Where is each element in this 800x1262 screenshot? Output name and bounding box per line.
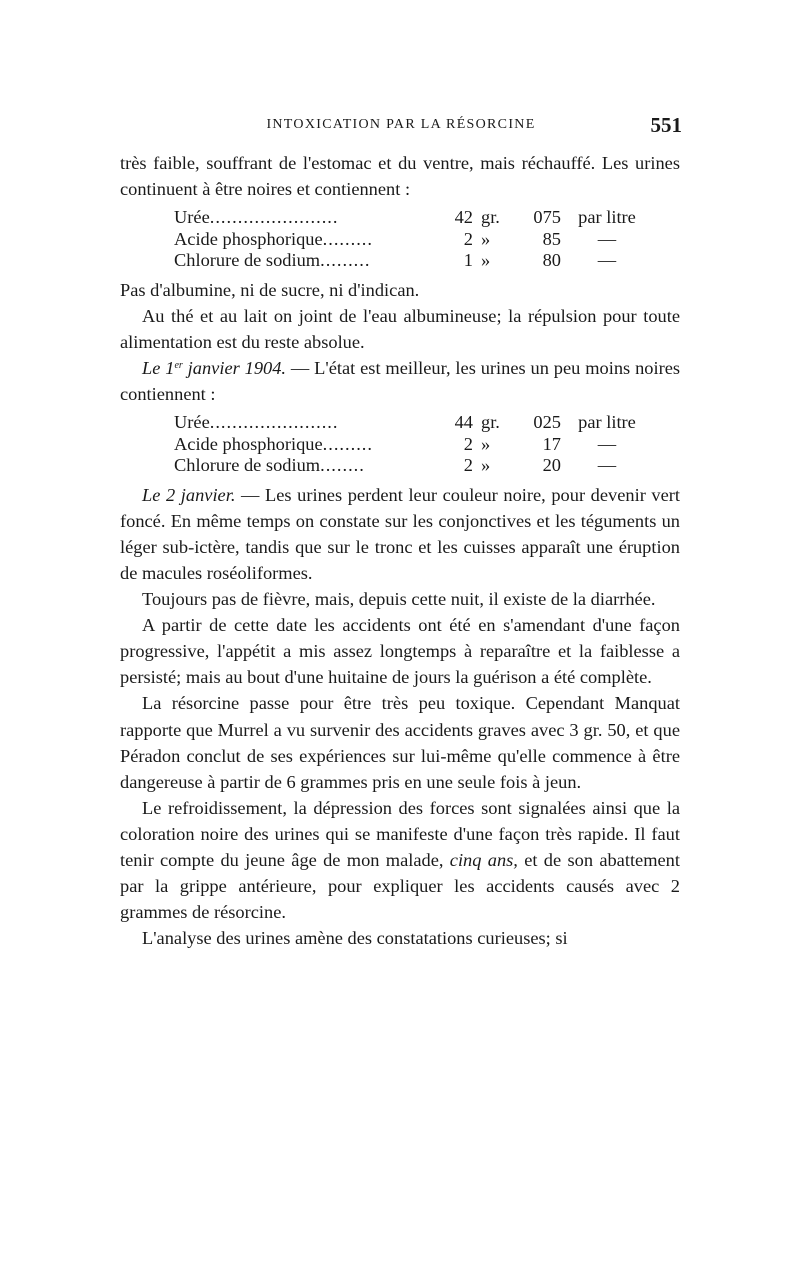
substance-name: Urée bbox=[174, 412, 210, 433]
urine-analysis-table-1 bbox=[174, 207, 647, 272]
paragraph: Au thé et au lait on joint de l'eau albumineuse; la répulsion pour toute alimentation est du reste absolue. bbox=[120, 305, 680, 352]
amount-integer: 1 bbox=[463, 250, 473, 271]
amount-decimal: 025 bbox=[533, 412, 561, 433]
leader-dots: ......... bbox=[322, 228, 374, 249]
amount-unit: » bbox=[481, 433, 491, 454]
substance-name: Chlorure de sodium bbox=[174, 250, 321, 271]
amount-unit: gr. bbox=[481, 412, 500, 433]
amount-decimal: 80 bbox=[542, 250, 561, 271]
page-body bbox=[120, 150, 680, 951]
paragraph-dated: Le 1er janvier 1904. — L'état est meilleur, les urines un peu moins noires contiennent : bbox=[120, 357, 681, 405]
paragraph-continues: L'analyse des urines amène des constatations curieuses; si bbox=[142, 928, 568, 949]
substance-name: Acide phosphorique bbox=[174, 228, 323, 249]
table-row bbox=[174, 412, 647, 434]
leader-dots: ......... bbox=[322, 433, 374, 454]
date-heading: Le 2 janvier. bbox=[142, 484, 236, 505]
per-unit: par litre bbox=[578, 207, 636, 228]
amount-integer: 2 bbox=[463, 433, 473, 454]
emphasis: cinq ans, bbox=[449, 849, 518, 870]
amount-integer: 42 bbox=[454, 207, 473, 228]
paragraph-continued: très faible, souffrant de l'estomac et du ventre, mais réchauffé. Les urines continuent à être noires et contiennent : bbox=[120, 153, 680, 200]
amount-integer: 2 bbox=[463, 455, 473, 476]
amount-decimal: 17 bbox=[542, 433, 561, 454]
table-row bbox=[174, 455, 647, 477]
table-row bbox=[174, 229, 647, 251]
leader-dots: ....................... bbox=[209, 207, 339, 228]
paragraph: Toujours pas de fièvre, mais, depuis cette nuit, il existe de la diarrhée. bbox=[142, 589, 656, 610]
amount-unit: » bbox=[481, 250, 491, 271]
paragraph-dated: Le 2 janvier. — Les urines perdent leur couleur noire, pour devenir vert foncé. En même temps on constate sur les conjonctives et les téguments un léger sub-ictère, tandis que sur le tronc et les cuisses apparaît une éruption de macules roséoliformes. bbox=[120, 484, 681, 583]
date-heading: Le 1er janvier 1904. bbox=[142, 357, 287, 378]
paragraph: A partir de cette date les accidents ont été en s'amendant d'une façon progressive, l'appétit a mis assez longtemps à reparaître et la faiblesse a persisté; mais au bout d'une huitaine de jours la guérison a été complète. bbox=[120, 615, 680, 688]
substance-name: Urée bbox=[174, 207, 210, 228]
per-unit: — bbox=[597, 250, 617, 271]
paragraph: Pas d'albumine, ni de sucre, ni d'indican. bbox=[120, 279, 420, 300]
running-title: INTOXICATION PAR LA RÉSORCINE bbox=[266, 117, 536, 132]
leader-dots: ........ bbox=[320, 455, 365, 476]
paragraph: Le refroidissement, la dépression des forces sont signalées ainsi que la coloration noire des urines qui se manifeste d'une façon très rapide. Il faut tenir compte du jeune âge de mon malade, cinq ans, et de son abattement par la grippe antérieure, pour expliquer les accidents causés avec 2 grammes de résorcine. bbox=[120, 797, 680, 923]
amount-decimal: 20 bbox=[542, 455, 561, 476]
paragraph: La résorcine passe pour être très peu toxique. Cependant Manquat rapporte que Murrel a vu survenir des accidents graves avec 3 gr. 50, et que Péradon conclut de ses expériences sur lui-même qu'elle commence à être dangereuse à partir de 6 grammes pris en une seule fois à jeun. bbox=[120, 693, 680, 792]
per-unit: — bbox=[597, 455, 617, 476]
per-unit: — bbox=[597, 228, 617, 249]
amount-unit: » bbox=[481, 228, 491, 249]
amount-integer: 44 bbox=[454, 412, 473, 433]
amount-decimal: 075 bbox=[533, 207, 561, 228]
table-row bbox=[174, 207, 647, 229]
amount-unit: » bbox=[481, 455, 491, 476]
amount-decimal: 85 bbox=[542, 228, 561, 249]
table-row bbox=[174, 250, 647, 272]
page-number: 551 bbox=[650, 113, 682, 137]
substance-name: Chlorure de sodium bbox=[174, 455, 321, 476]
table-row bbox=[174, 434, 647, 456]
substance-name: Acide phosphorique bbox=[174, 433, 323, 454]
per-unit: par litre bbox=[578, 412, 636, 433]
amount-integer: 2 bbox=[463, 228, 473, 249]
per-unit: — bbox=[597, 433, 617, 454]
amount-unit: gr. bbox=[481, 207, 500, 228]
running-header bbox=[120, 113, 682, 141]
urine-analysis-table-2 bbox=[174, 412, 647, 477]
leader-dots: ....................... bbox=[209, 412, 339, 433]
leader-dots: ......... bbox=[320, 250, 371, 271]
